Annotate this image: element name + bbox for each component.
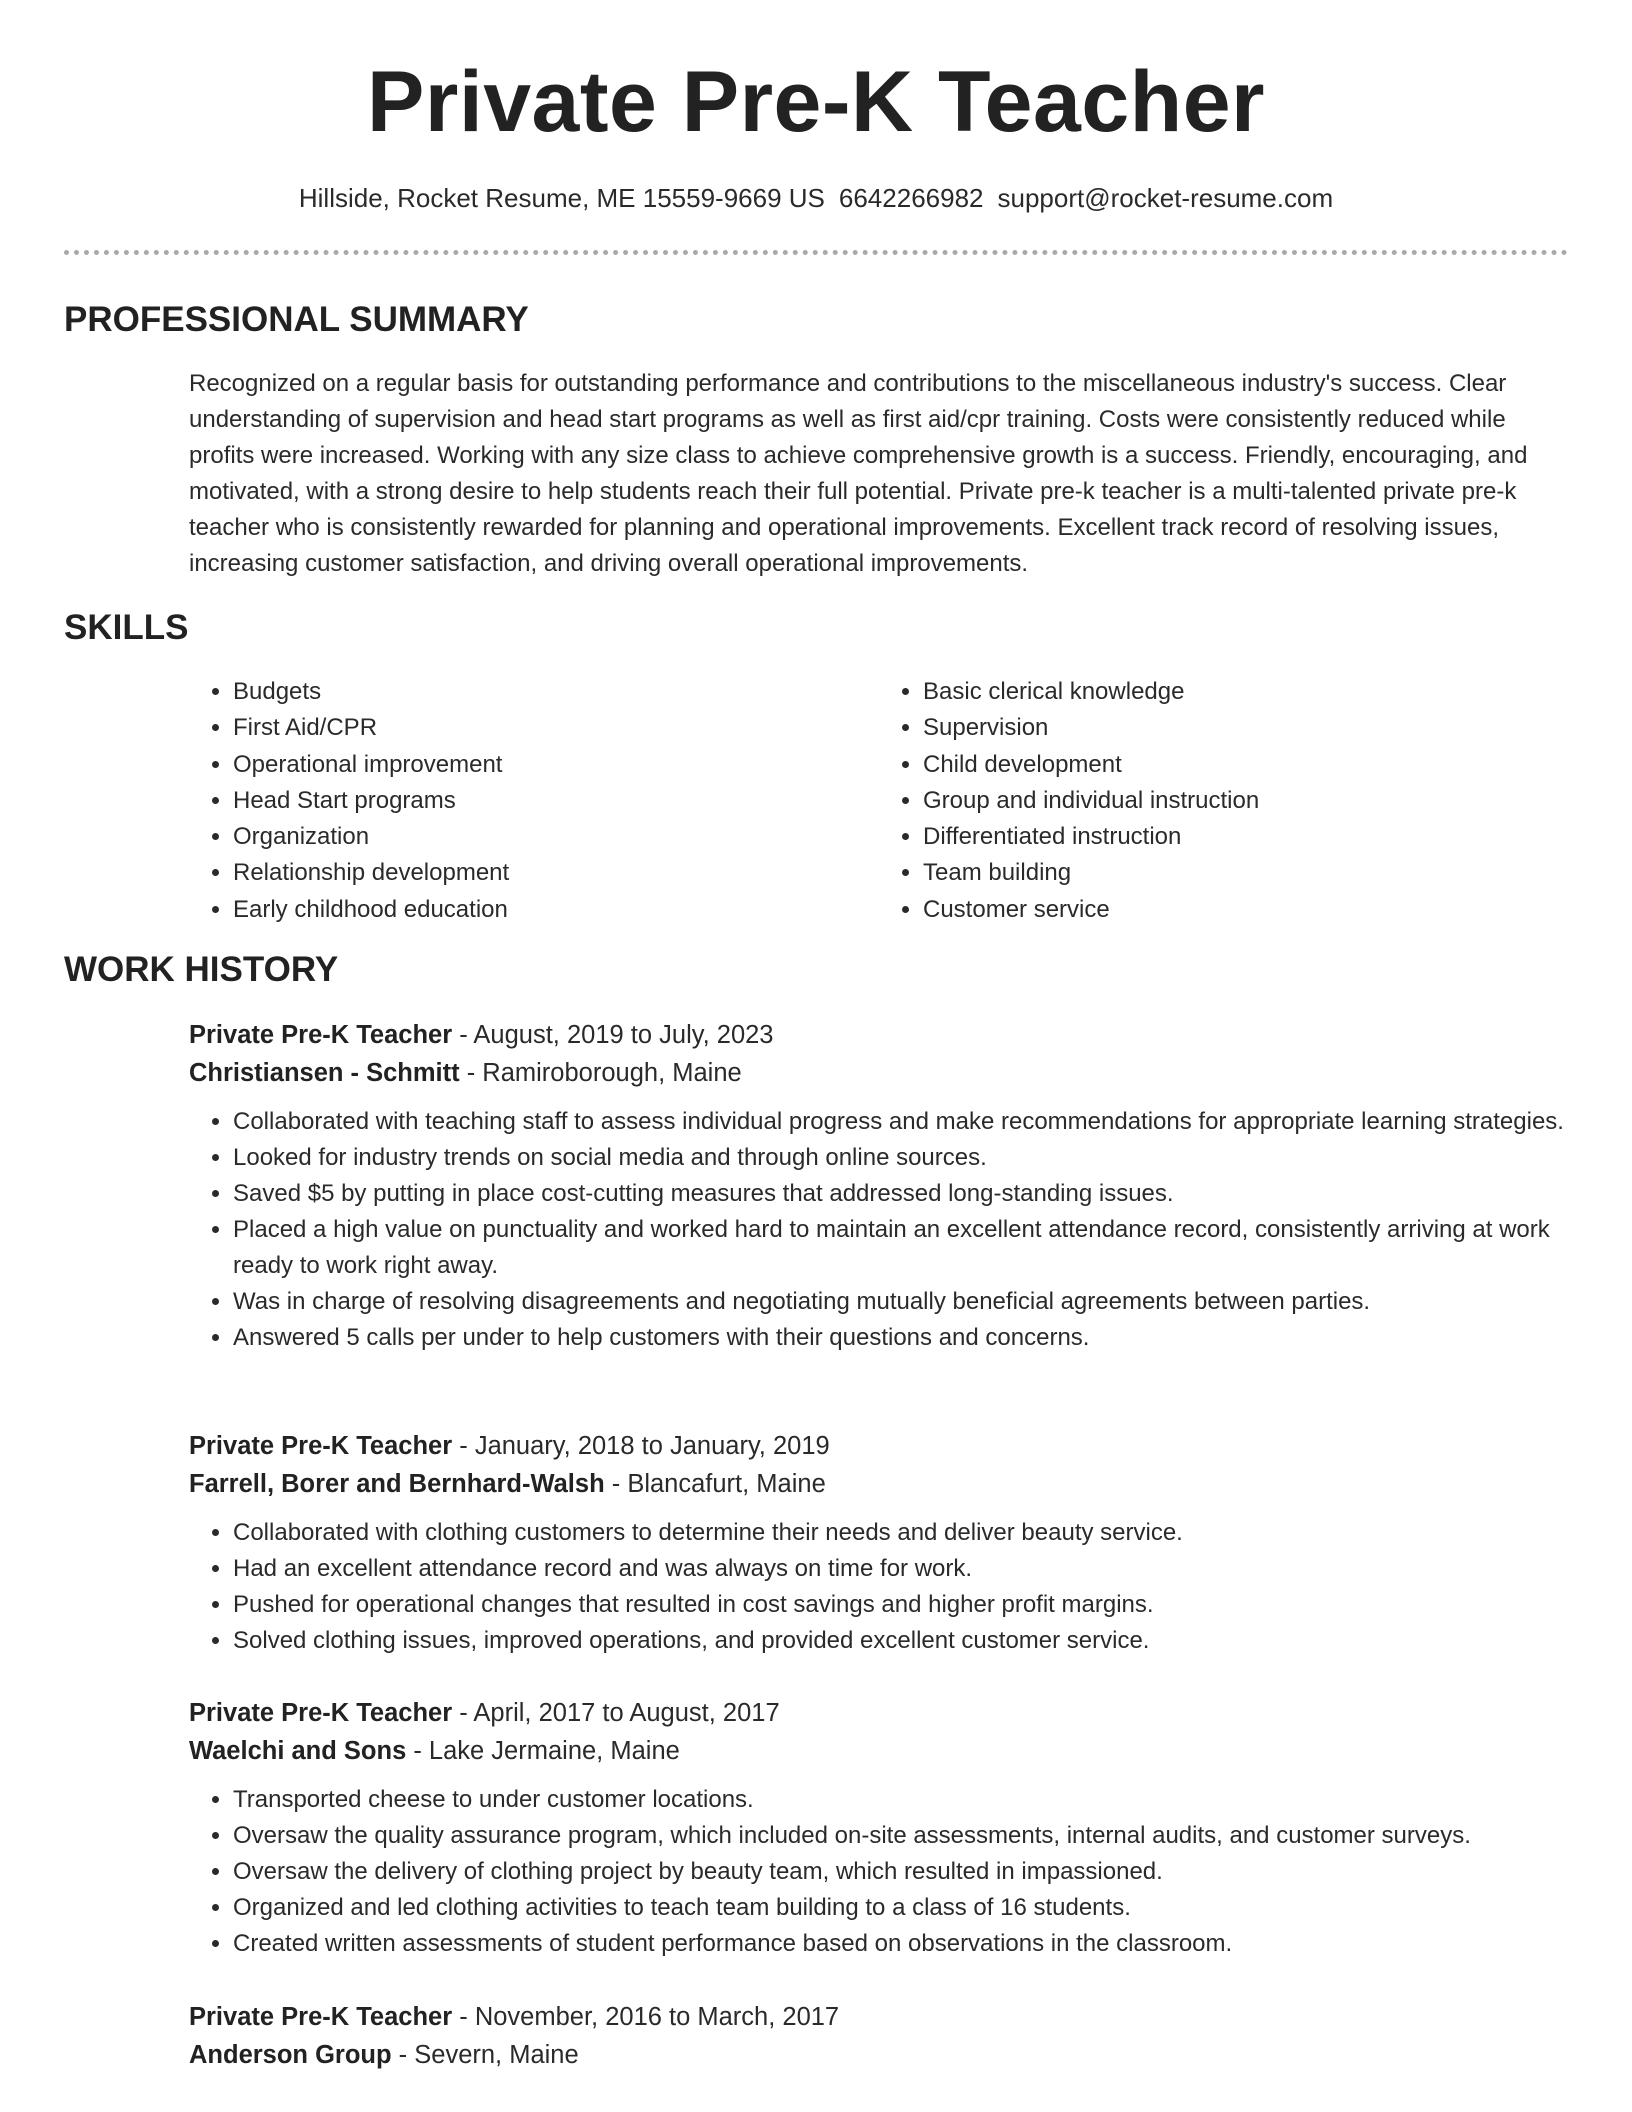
job-title-line [189, 1016, 1569, 1054]
job-title-line [189, 1694, 1569, 1732]
contact-email: support@rocket-resume.com [997, 183, 1334, 213]
job-bullet: • Collaborated with clothing customers to determine their needs and deliver beauty service. [233, 1515, 1569, 1551]
job-bullet: • Answered 5 calls per under to help customers with their questions and concerns. [233, 1320, 1569, 1356]
job-title-line [189, 1998, 1569, 2036]
summary-text: Recognized on a regular basis for outstanding performance and contributions to the miscellaneous industry's success. Clear understanding of supervision and head start programs as well as first aid/cpr training. Costs were consistently reduced while profits were increased. Working with any size class to achieve comprehensive growth is a success. Friendly, encouraging, and motivated, with a strong desire to help students reach their full potential. Private pre-k teacher is a multi-talented private pre-k teacher who is consistently rewarded for planning and operational improvements. Excellent track record of resolving issues, increasing customer satisfaction, and driving overall operational improvements. [189, 370, 1528, 577]
job-company-line [189, 1732, 1569, 1770]
skill-item: • Head Start programs [233, 783, 879, 819]
contact-address: Hillside, Rocket Resume, ME 15559-9669 US [298, 183, 825, 213]
job-bullet: • Was in charge of resolving disagreements and negotiating mutually beneficial agreements between parties. [233, 1284, 1569, 1320]
job-role: Private Pre-K Teacher [189, 1432, 453, 1460]
skill-item: • Team building [923, 855, 1569, 891]
job-location: - Lake Jermaine, Maine [406, 1737, 680, 1765]
job-bullet: • Pushed for operational changes that resulted in cost savings and higher profit margins. [233, 1587, 1569, 1623]
contact-line [64, 180, 1568, 216]
job-role: Private Pre-K Teacher [189, 1699, 453, 1727]
contact-phone: 6642266982 [838, 183, 984, 213]
job-company-line [189, 1054, 1569, 1092]
skill-item: • Group and individual instruction [923, 783, 1569, 819]
skill-item: • First Aid/CPR [233, 710, 879, 746]
job-company-line [189, 1465, 1569, 1503]
job-bullet: • Placed a high value on punctuality and worked hard to maintain an excellent attendance record, consistently arriving at work ready to work right away. [233, 1212, 1569, 1284]
job-bullet: • Created written assessments of student performance based on observations in the classroom. [233, 1926, 1569, 1962]
job-location: - Blancafurt, Maine [604, 1470, 826, 1498]
job-bullet: • Had an excellent attendance record and was always on time for work. [233, 1551, 1569, 1587]
job-company: Christiansen - Schmitt [189, 1059, 460, 1087]
skill-item: • Early childhood education [233, 892, 879, 928]
skills-heading: SKILLS [64, 608, 189, 647]
job-bullet: • Collaborated with teaching staff to assess individual progress and make recommendations for appropriate learning strategies. [233, 1104, 1569, 1140]
job-role: Private Pre-K Teacher [189, 1021, 453, 1049]
job-entry [189, 1427, 1569, 1659]
job-role: Private Pre-K Teacher [189, 2003, 453, 2031]
skill-item: • Differentiated instruction [923, 819, 1569, 855]
job-bullets [189, 1515, 1569, 1659]
skill-item: • Child development [923, 747, 1569, 783]
header-divider [64, 250, 1568, 255]
job-entry [189, 1016, 1569, 1356]
job-entry [189, 1998, 1569, 2074]
job-dates: - November, 2016 to March, 2017 [452, 2003, 840, 2031]
job-dates: - April, 2017 to August, 2017 [452, 1699, 780, 1727]
job-bullet: • Oversaw the delivery of clothing project by beauty team, which resulted in impassioned. [233, 1854, 1569, 1890]
job-bullet: • Organized and led clothing activities to teach team building to a class of 16 students. [233, 1890, 1569, 1926]
job-company-line [189, 2036, 1569, 2074]
skill-item: • Supervision [923, 710, 1569, 746]
skill-item: • Basic clerical knowledge [923, 674, 1569, 710]
resume-name: Private Pre-K Teacher [366, 54, 1265, 150]
job-bullets [189, 1782, 1569, 1962]
skills-column-left [189, 674, 879, 928]
skill-item: • Relationship development [233, 855, 879, 891]
skill-item: • Organization [233, 819, 879, 855]
job-dates: - August, 2019 to July, 2023 [452, 1021, 774, 1049]
job-company: Anderson Group [189, 2041, 392, 2069]
job-bullet: • Saved $5 by putting in place cost-cutting measures that addressed long-standing issues. [233, 1176, 1569, 1212]
job-bullet: • Transported cheese to under customer locations. [233, 1782, 1569, 1818]
skill-item: • Budgets [233, 674, 879, 710]
job-entry [189, 1694, 1569, 1962]
job-company: Waelchi and Sons [189, 1737, 407, 1765]
job-bullet: • Oversaw the quality assurance program, which included on-site assessments, internal audits, and customer surveys. [233, 1818, 1569, 1854]
job-location: - Severn, Maine [391, 2041, 579, 2069]
skill-item: • Operational improvement [233, 747, 879, 783]
work-history-heading: WORK HISTORY [64, 950, 339, 989]
job-bullet: • Looked for industry trends on social media and through online sources. [233, 1140, 1569, 1176]
job-dates: - January, 2018 to January, 2019 [452, 1432, 830, 1460]
skills-column-right [879, 674, 1569, 928]
skills-list [189, 674, 1569, 928]
job-bullets [189, 1104, 1569, 1356]
job-title-line [189, 1427, 1569, 1465]
summary-heading: PROFESSIONAL SUMMARY [64, 300, 529, 339]
job-bullet: • Solved clothing issues, improved operations, and provided excellent customer service. [233, 1623, 1569, 1659]
job-company: Farrell, Borer and Bernhard-Walsh [189, 1470, 605, 1498]
skill-item: • Customer service [923, 892, 1569, 928]
job-location: - Ramiroborough, Maine [459, 1059, 742, 1087]
